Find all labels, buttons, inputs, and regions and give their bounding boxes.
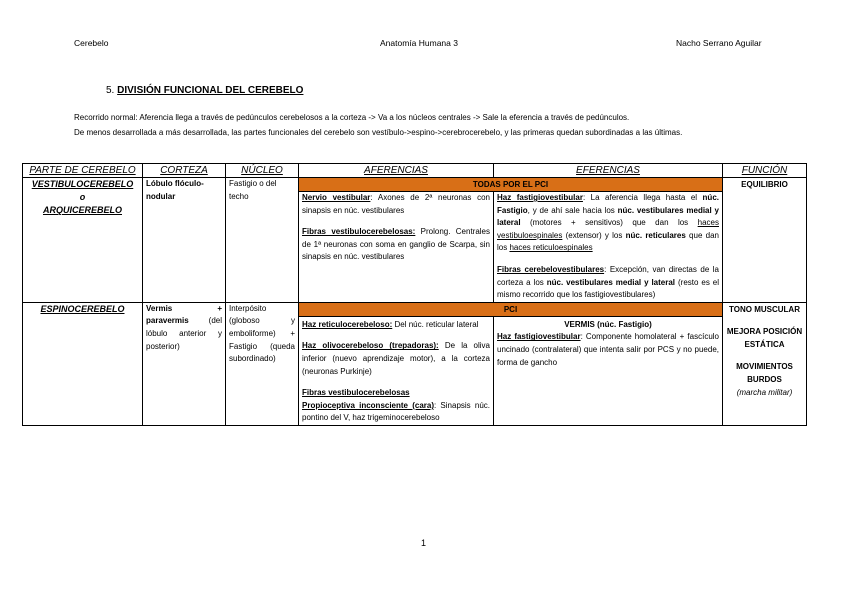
intro-text (74, 111, 784, 140)
band-pci: PCI (299, 302, 723, 316)
section-number: 5. (106, 85, 115, 96)
col-header-parte: PARTE DE CEREBELO (23, 164, 143, 178)
eferencia-heading: VERMIS (núc. Fastigio) (564, 319, 652, 329)
header-center: Anatomía Humana 3 (380, 38, 458, 48)
table-row (23, 178, 807, 192)
funcion-note: (marcha militar) (736, 387, 793, 397)
header-right: Nacho Serrano Aguilar (676, 38, 762, 48)
aferencia-item: Propioceptiva inconsciente (cara): Sinapsis núc. pontino del V, haz trigeminocerebeloso (302, 400, 490, 423)
eferencia-item: Haz fastigiovestibular: La aferencia llega hasta el núc. Fastigio, y de ahí sale hacia los núc. vestibulares medial y lateral (motores + sensitivos) que dan los haces vestibuloespinales (extensor) y los núc. reticulares que dan los haces reticuloespinales (497, 193, 719, 253)
cell-aferencias-espino (299, 316, 494, 425)
part-alt-name: ARQUICEREBELO (42, 205, 122, 215)
funcion-item: TONO MUSCULAR (729, 304, 800, 314)
aferencia-item: Fibras vestibulocerebelosas (302, 388, 410, 398)
header-left: Cerebelo (74, 38, 109, 48)
part-name: VESTIBULOCEREBELO (31, 179, 134, 189)
cell-nucleo-espino: Interpósito (globoso y emboliforme) + Fastigio (queda subordinado) (226, 302, 299, 425)
eferencia-item: Haz fastigiovestibular: Componente homolateral + fascículo uncinado (contralateral) que intenta salir por PCS y no puede, forma de gancho (497, 332, 720, 367)
band-todas-pci: TODAS POR EL PCI (299, 178, 723, 192)
part-or: o (79, 192, 86, 202)
cell-part-espino (23, 302, 143, 425)
cerebellum-table (22, 163, 807, 426)
intro-line-2: De menos desarrollada a más desarrollada, las partes funcionales del cerebelo son vestíbulo->espino->cerebrocerebelo, y las primeras quedan subordinadas a las últimas. (74, 127, 683, 137)
cell-eferencias-vestibulo (494, 192, 723, 303)
table-row (23, 302, 807, 316)
funcion-item: MEJORA POSICIÓN ESTÁTICA (726, 326, 803, 349)
col-header-funcion: FUNCIÓN (723, 164, 807, 178)
eferencia-item: Fibras cerebelovestibulares: Excepción, van directas de la corteza a los núc. vestibulares medial y lateral (resto es el mismo recorrido que los fastigiovestibulares) (497, 264, 720, 300)
col-header-nucleo: NÚCLEO (226, 164, 299, 178)
cell-funcion-vestibulo: EQUILIBRIO (723, 178, 807, 303)
col-header-eferencias: EFERENCIAS (494, 164, 723, 178)
aferencia-item: Haz olivocerebeloso (trepadoras): De la oliva inferior (nuevo aprendizaje motor), a la corteza (neuronas Purkinje) (302, 341, 491, 376)
col-header-corteza: CORTEZA (143, 164, 226, 178)
section-title-text: DIVISIÓN FUNCIONAL DEL CEREBELO (117, 85, 304, 96)
aferencia-item: Fibras vestibulocerebelosas: Prolong. Centrales de 1ª neuronas con soma en ganglio de Scarpa, sin sinapsis en núc. vestibulares (302, 227, 491, 262)
cell-nucleo-vestibulo: Fastigio o del techo (226, 178, 299, 303)
cell-part-vestibulo (23, 178, 143, 303)
col-header-aferencias: AFERENCIAS (299, 164, 494, 178)
cell-eferencias-espino (494, 316, 723, 425)
table-header-row (23, 164, 807, 178)
section-title (106, 85, 303, 96)
cell-aferencias-vestibulo (299, 192, 494, 303)
page-number: 1 (421, 538, 427, 548)
cell-funcion-espino (723, 302, 807, 425)
aferencia-item: Nervio vestibular: Axones de 2ª neuronas con sinapsis en núc. vestibulares (302, 193, 490, 215)
intro-line-1: Recorrido normal: Aferencia llega a través de pedúnculos cerebelosos a la corteza -> Va a los núcleos centrales -> Sale la eferencia a través de pedúnculos. (74, 113, 630, 122)
part-name: ESPINOCEREBELO (40, 303, 125, 314)
aferencia-item: Haz reticulocerebeloso: Del núc. reticular lateral (302, 319, 479, 329)
cell-corteza-vestibulo: Lóbulo flóculo-nodular (143, 178, 226, 303)
cell-corteza-espino: Vermis + paravermis (del lóbulo anterior y posterior) (143, 302, 226, 425)
funcion-item: MOVIMIENTOS BURDOS (736, 361, 793, 384)
